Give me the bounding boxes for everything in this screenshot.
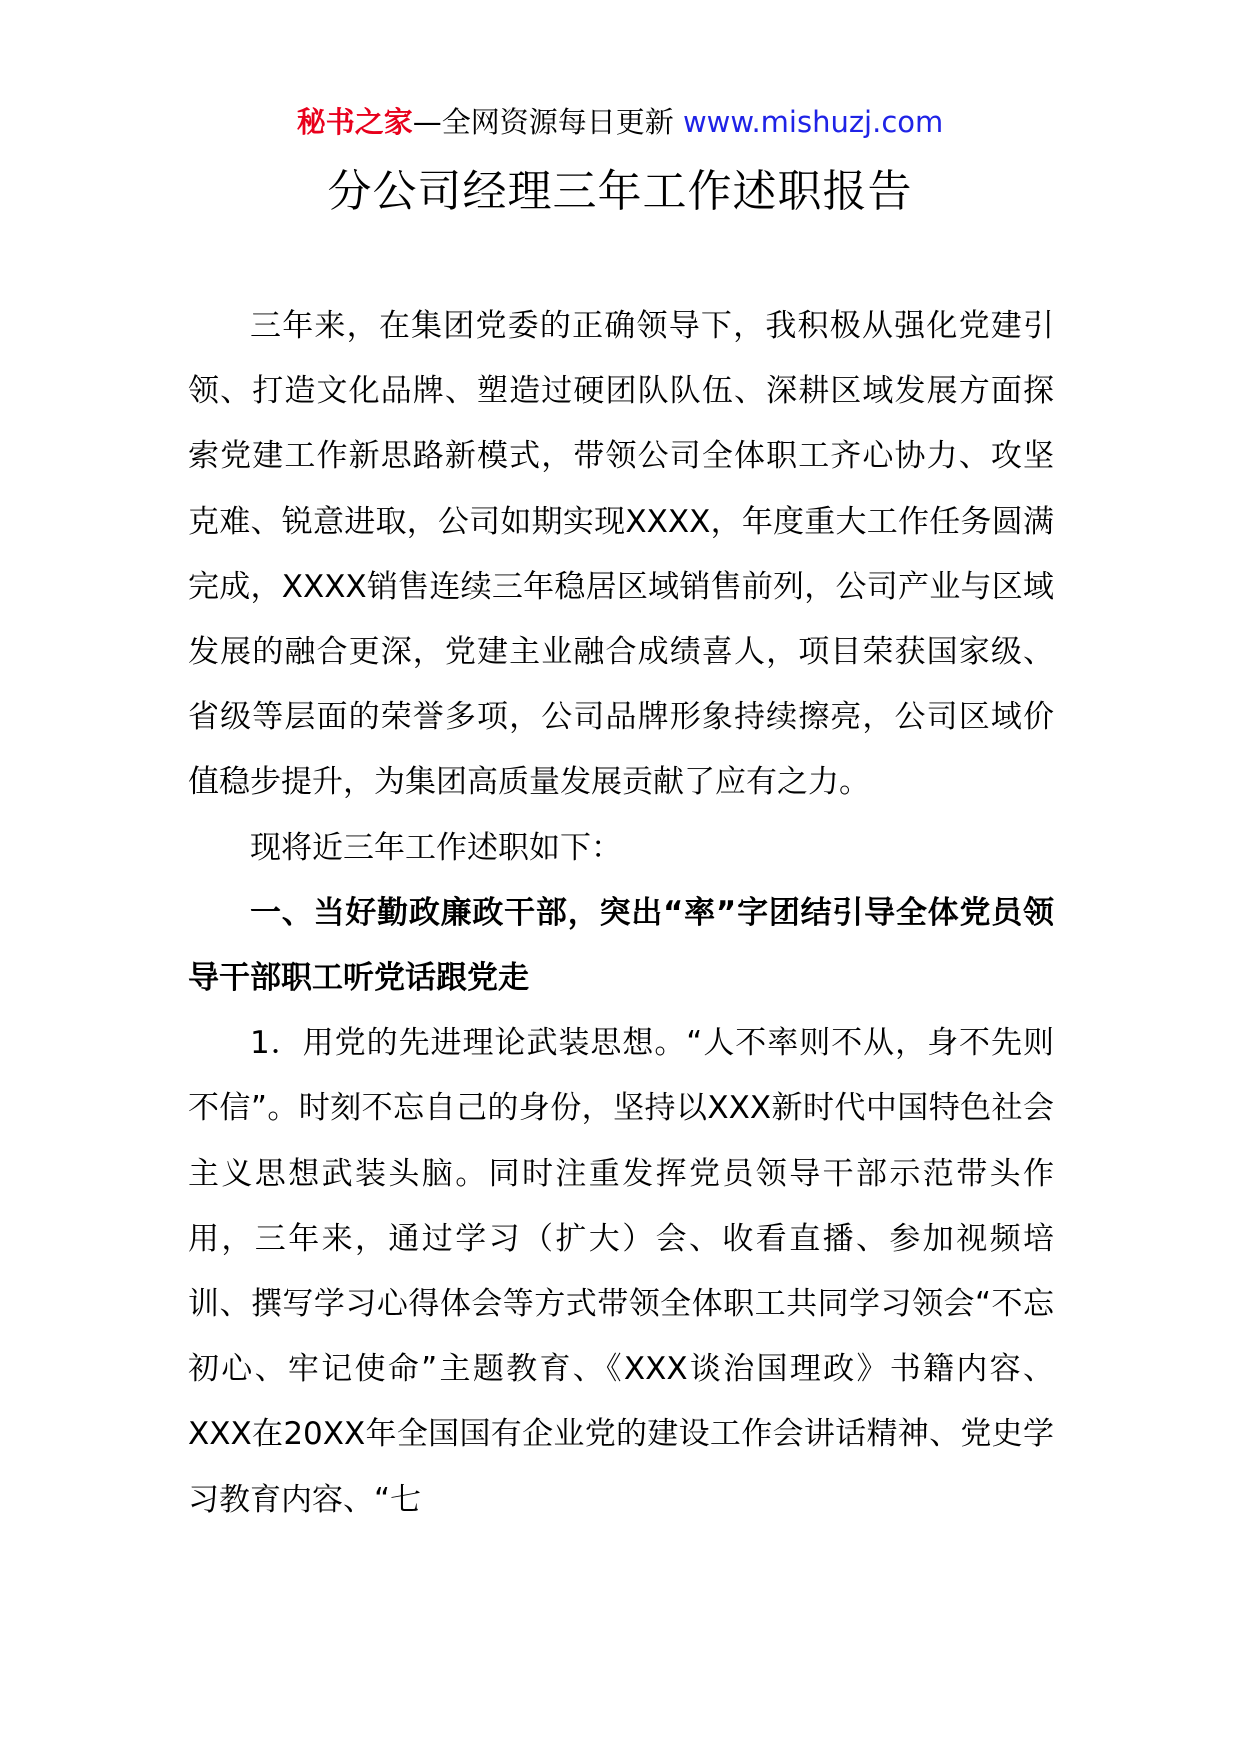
paragraph-transition: 现将近三年工作述职如下：: [250, 829, 622, 866]
site-url-link[interactable]: www.mishuzj.com: [682, 105, 944, 139]
paragraph-item-1: 1．用党的先进理论武装思想。“人不率则不从，身不先则不信”。时刻不忘自己的身份，坚持以XXX新时代中国特色社会主义思想武装头脑。同时注重发挥党员领导干部示范带头作用，三年来，通过学习（扩大）会、收看直播、参加视频培训、撰写学习心得体会等方式带领全体职工共同学习领会“不忘初心、牢记使命”主题教育、《XXX谈治国理政》书籍内容、XXX在20XX年全国国有企业党的建设工作会讲话精神、党史学习教育内容、“七: [188, 1025, 1054, 1518]
site-header: [0, 100, 1240, 144]
brand-name: 秘书之家: [296, 105, 413, 139]
document-body: [188, 294, 1054, 1533]
document-title: 分公司经理三年工作述职报告: [327, 166, 913, 217]
section-heading: 一、当好勤政廉政干部，突出“率”字团结引导全体党员领导干部职工听党话跟党走: [188, 894, 1054, 997]
paragraph-intro: 三年来，在集团党委的正确领导下，我积极从强化党建引领、打造文化品牌、塑造过硬团队队伍、深耕区域发展方面探索党建工作新思路新模式，带领公司全体职工齐心协力、攻坚克难、锐意进取，公司如期实现XXXX，年度重大工作任务圆满完成，XXXX销售连续三年稳居区域销售前列，公司产业与区域发展的融合更深，党建主业融合成绩喜人，项目荣获国家级、省级等层面的荣誉多项，公司品牌形象持续擦亮，公司区域价值稳步提升，为集团高质量发展贡献了应有之力。: [188, 308, 1054, 801]
header-slogan: —全网资源每日更新: [412, 105, 683, 139]
